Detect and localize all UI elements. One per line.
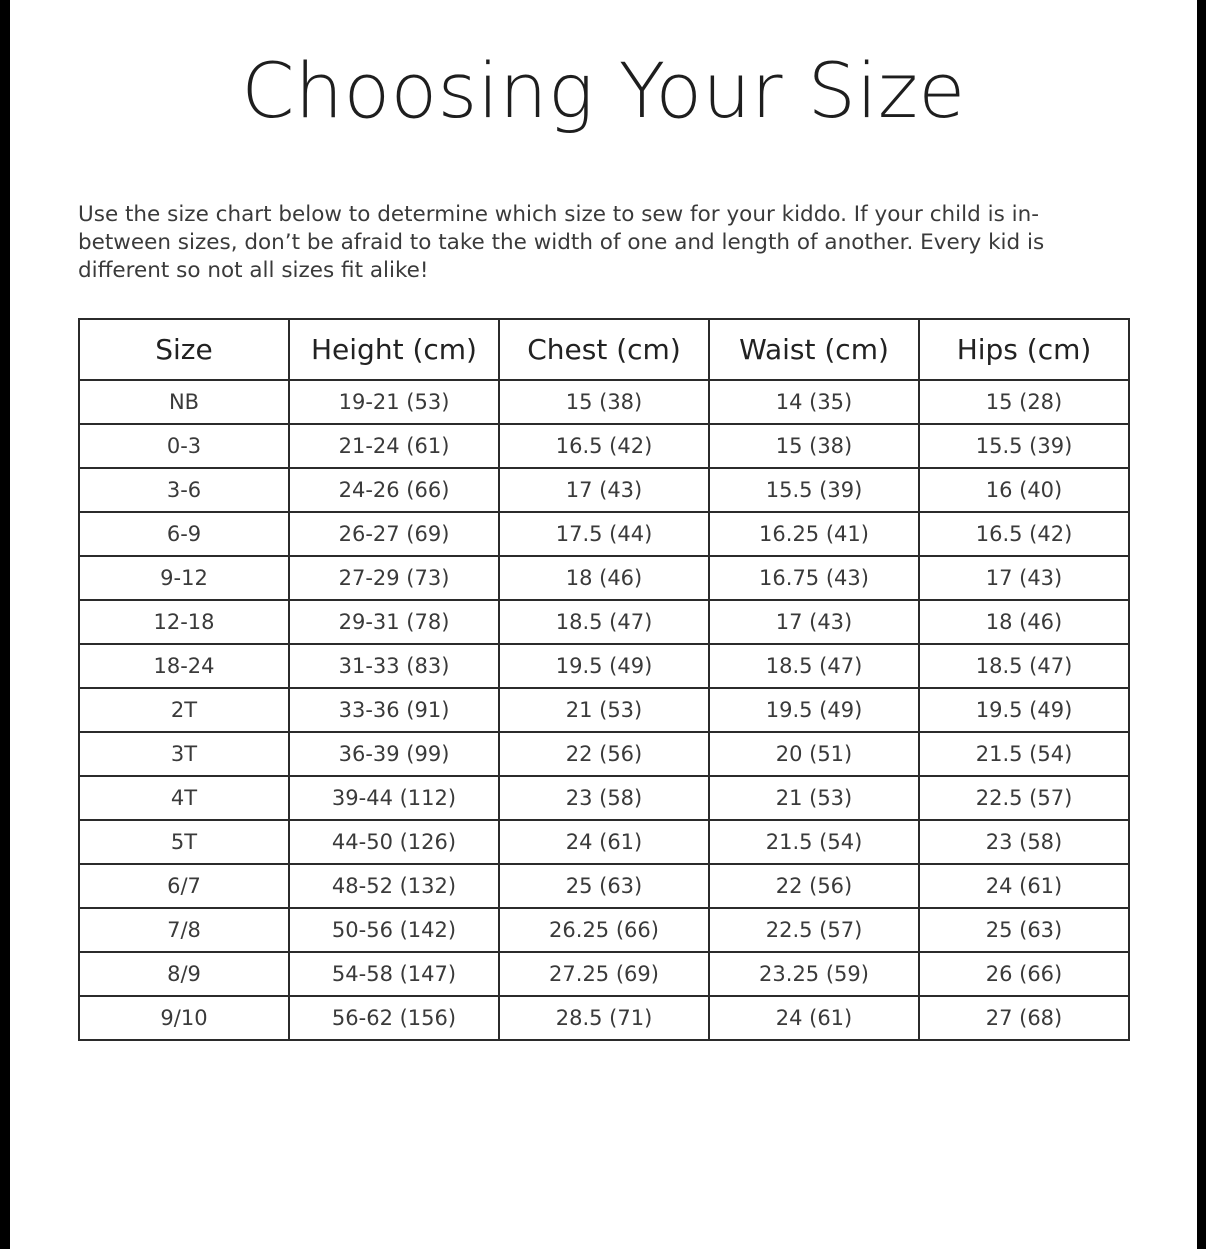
hips-cell: 24 (61) [919, 864, 1129, 908]
height-cell: 36-39 (99) [289, 732, 499, 776]
waist-cell: 17 (43) [709, 600, 919, 644]
table-row [79, 996, 1129, 1040]
height-cell: 48-52 (132) [289, 864, 499, 908]
document-page [10, 0, 1197, 1249]
header-height: Height (cm) [289, 319, 499, 380]
hips-cell: 21.5 (54) [919, 732, 1129, 776]
chest-cell: 21 (53) [499, 688, 709, 732]
height-cell: 54-58 (147) [289, 952, 499, 996]
table-row [79, 776, 1129, 820]
hips-cell: 15.5 (39) [919, 424, 1129, 468]
hips-cell: 18.5 (47) [919, 644, 1129, 688]
height-cell: 50-56 (142) [289, 908, 499, 952]
chest-cell: 25 (63) [499, 864, 709, 908]
height-cell: 27-29 (73) [289, 556, 499, 600]
table-row [79, 864, 1129, 908]
hips-cell: 15 (28) [919, 380, 1129, 424]
height-cell: 26-27 (69) [289, 512, 499, 556]
chest-cell: 26.25 (66) [499, 908, 709, 952]
height-cell: 29-31 (78) [289, 600, 499, 644]
hips-cell: 22.5 (57) [919, 776, 1129, 820]
chest-cell: 18.5 (47) [499, 600, 709, 644]
chest-cell: 19.5 (49) [499, 644, 709, 688]
height-cell: 21-24 (61) [289, 424, 499, 468]
size-cell: 4T [79, 776, 289, 820]
size-cell: NB [79, 380, 289, 424]
hips-cell: 17 (43) [919, 556, 1129, 600]
size-cell: 3T [79, 732, 289, 776]
size-cell: 5T [79, 820, 289, 864]
header-size: Size [79, 319, 289, 380]
size-cell: 0-3 [79, 424, 289, 468]
waist-cell: 15 (38) [709, 424, 919, 468]
page-title: Choosing Your Size [241, 46, 966, 135]
size-cell: 9-12 [79, 556, 289, 600]
hips-cell: 19.5 (49) [919, 688, 1129, 732]
table-row [79, 600, 1129, 644]
waist-cell: 23.25 (59) [709, 952, 919, 996]
header-hips: Hips (cm) [919, 319, 1129, 380]
height-cell: 19-21 (53) [289, 380, 499, 424]
chest-cell: 17.5 (44) [499, 512, 709, 556]
hips-cell: 18 (46) [919, 600, 1129, 644]
table-row [79, 908, 1129, 952]
table-row [79, 556, 1129, 600]
size-cell: 12-18 [79, 600, 289, 644]
hips-cell: 26 (66) [919, 952, 1129, 996]
table-row [79, 424, 1129, 468]
chest-cell: 22 (56) [499, 732, 709, 776]
size-chart-table [78, 318, 1130, 1041]
height-cell: 24-26 (66) [289, 468, 499, 512]
table-row [79, 820, 1129, 864]
waist-cell: 19.5 (49) [709, 688, 919, 732]
size-cell: 18-24 [79, 644, 289, 688]
height-cell: 44-50 (126) [289, 820, 499, 864]
intro-paragraph: Use the size chart below to determine which size to sew for your kiddo. If your child is in-between sizes, don’t be afraid to take the width of one and length of another. Every kid is different so not all sizes fit alike! [78, 202, 1045, 283]
waist-cell: 16.75 (43) [709, 556, 919, 600]
chest-cell: 17 (43) [499, 468, 709, 512]
table-row [79, 380, 1129, 424]
chest-cell: 27.25 (69) [499, 952, 709, 996]
hips-cell: 16.5 (42) [919, 512, 1129, 556]
chest-cell: 28.5 (71) [499, 996, 709, 1040]
height-cell: 33-36 (91) [289, 688, 499, 732]
size-cell: 3-6 [79, 468, 289, 512]
height-cell: 39-44 (112) [289, 776, 499, 820]
waist-cell: 15.5 (39) [709, 468, 919, 512]
table-row [79, 732, 1129, 776]
hips-cell: 16 (40) [919, 468, 1129, 512]
size-cell: 8/9 [79, 952, 289, 996]
waist-cell: 21 (53) [709, 776, 919, 820]
waist-cell: 22.5 (57) [709, 908, 919, 952]
header-chest: Chest (cm) [499, 319, 709, 380]
table-row [79, 644, 1129, 688]
chest-cell: 23 (58) [499, 776, 709, 820]
size-cell: 2T [79, 688, 289, 732]
waist-cell: 18.5 (47) [709, 644, 919, 688]
waist-cell: 20 (51) [709, 732, 919, 776]
height-cell: 56-62 (156) [289, 996, 499, 1040]
hips-cell: 25 (63) [919, 908, 1129, 952]
table-row [79, 468, 1129, 512]
height-cell: 31-33 (83) [289, 644, 499, 688]
chest-cell: 18 (46) [499, 556, 709, 600]
size-cell: 7/8 [79, 908, 289, 952]
size-cell: 9/10 [79, 996, 289, 1040]
waist-cell: 21.5 (54) [709, 820, 919, 864]
header-waist: Waist (cm) [709, 319, 919, 380]
table-body [79, 380, 1129, 1040]
chest-cell: 24 (61) [499, 820, 709, 864]
waist-cell: 14 (35) [709, 380, 919, 424]
table-row [79, 512, 1129, 556]
table-row [79, 688, 1129, 732]
size-cell: 6-9 [79, 512, 289, 556]
hips-cell: 23 (58) [919, 820, 1129, 864]
chest-cell: 15 (38) [499, 380, 709, 424]
chest-cell: 16.5 (42) [499, 424, 709, 468]
table-row [79, 952, 1129, 996]
waist-cell: 16.25 (41) [709, 512, 919, 556]
hips-cell: 27 (68) [919, 996, 1129, 1040]
table-header-row [79, 319, 1129, 380]
waist-cell: 24 (61) [709, 996, 919, 1040]
size-cell: 6/7 [79, 864, 289, 908]
waist-cell: 22 (56) [709, 864, 919, 908]
